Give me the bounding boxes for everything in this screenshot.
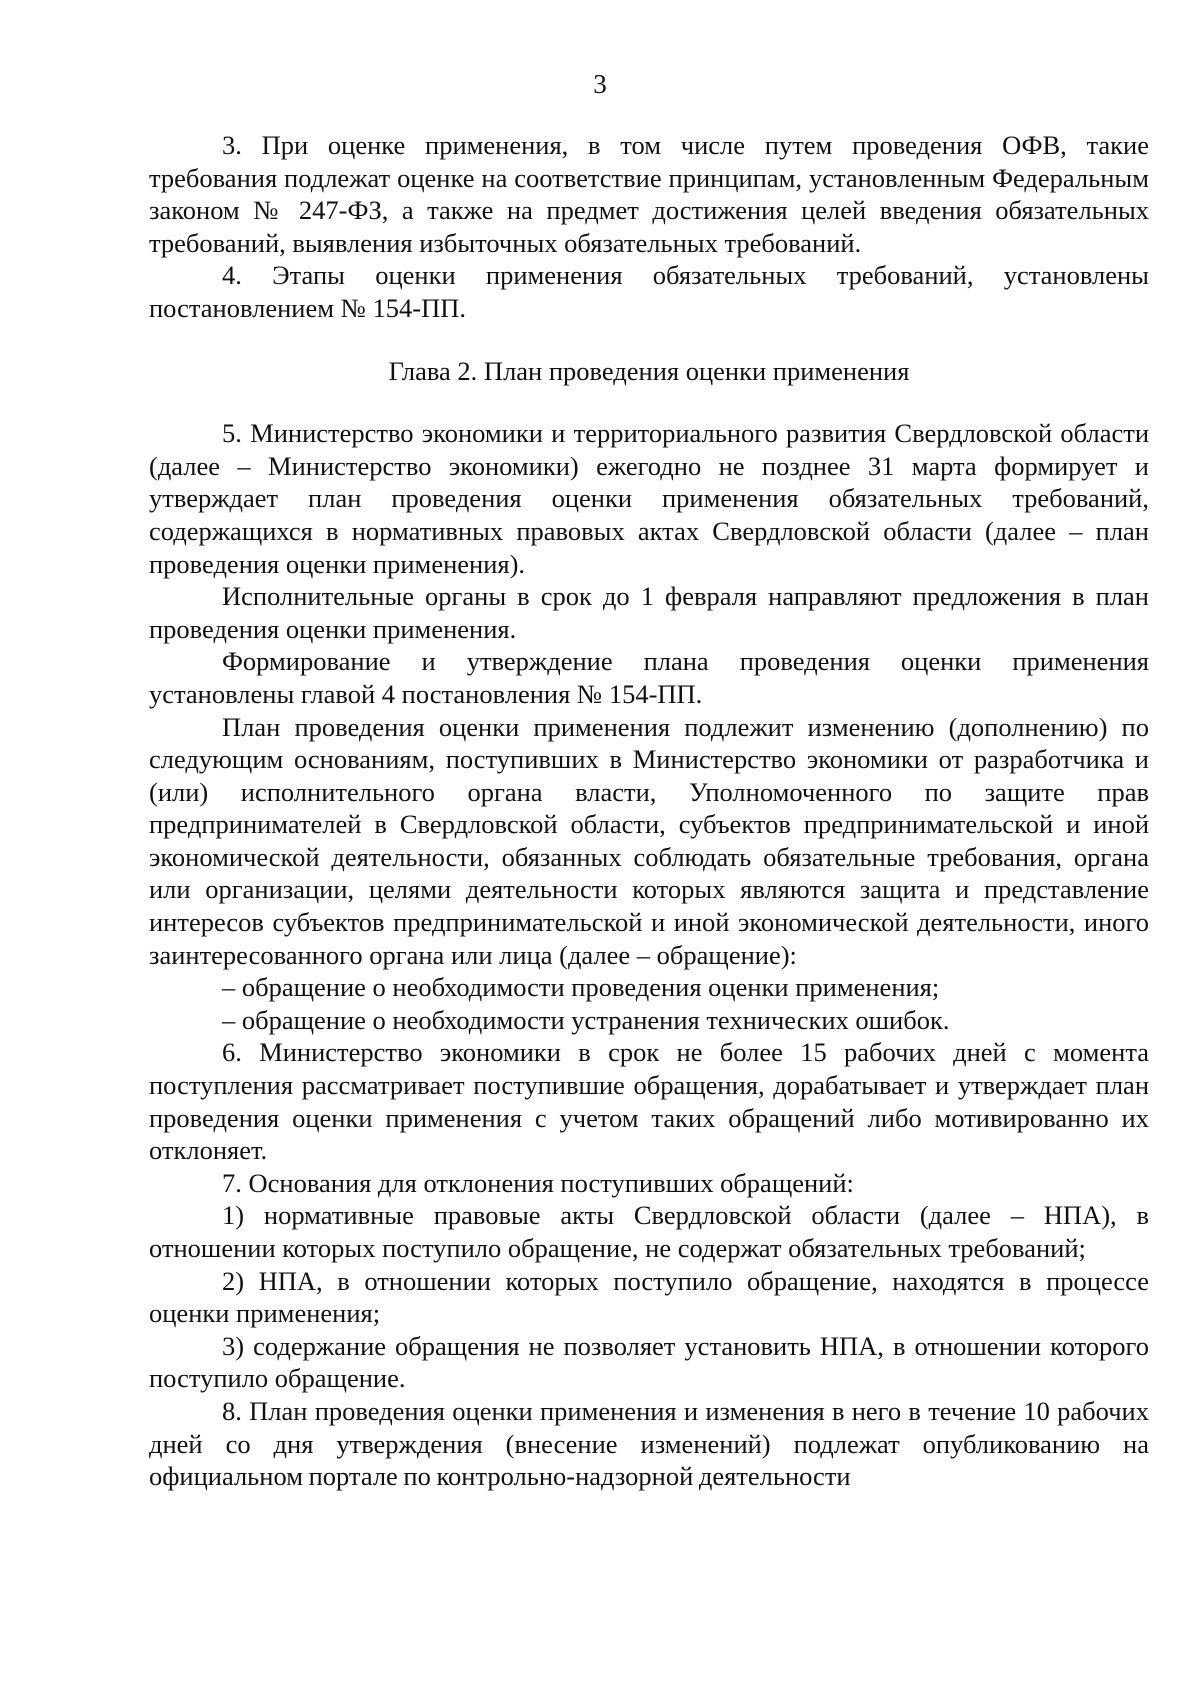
- paragraph-3: 3. При оценке применения, в том числе путем проведения ОФВ, такие требования подлежат оценке на соответствие принципам, установленным Федеральным законом № 247-ФЗ, а также на предмет достижения целей введения обязательных требований, выявления избыточных обязательных требований.: [149, 130, 1149, 258]
- paragraph-8: 8. План проведения оценки применения и изменения в него в течение 10 рабочих дней со дня утверждения (внесение изменений) подлежат опубликованию на официальном портале по контрольно-надзорной деятельности: [149, 1395, 1149, 1492]
- chapter-title: Глава 2. План проведения оценки применения: [388, 355, 910, 386]
- paragraph-7: 7. Основания для отклонения поступивших обращений:: [222, 1167, 854, 1198]
- paragraph-6: 6. Министерство экономики в срок не более 15 рабочих дней с момента поступления рассматривает поступившие обращения, дорабатывает и утверждает план проведения оценки применения с учетом таких обращений либо мотивированно их отклоняет.: [149, 1037, 1149, 1166]
- paragraph-5-formation: Формирование и утверждение плана проведения оценки применения установлены главой 4 постановления № 154-ПП.: [149, 646, 1149, 709]
- paragraph-4: 4. Этапы оценки применения обязательных требований, установлены постановлением № 154-ПП.: [149, 260, 1149, 323]
- list-item-dash-2: – обращение о необходимости устранения технических ошибок.: [222, 1004, 950, 1035]
- list-item-7-2: 2) НПА, в отношении которых поступило обращение, находятся в процессе оценки применения;: [149, 1265, 1149, 1329]
- document-body: [149, 129, 1149, 1493]
- list-item-dash-1: – обращение о необходимости проведения оценки применения;: [222, 972, 940, 1003]
- list-item-7-3: 3) содержание обращения не позволяет установить НПА, в отношении которого поступило обращение.: [149, 1330, 1149, 1394]
- paragraph-5-changes: План проведения оценки применения подлежит изменению (дополнению) по следующим основаниям, поступивших в Министерство экономики от разработчика и (или) исполнительного органа власти, Уполномоченного по защите прав предпринимателей в Свердловской области, субъектов предпринимательской и иной экономической деятельности, обязанных соблюдать обязательные требования, органа или организации, целями деятельности которых являются защита и представление интересов субъектов предпринимательской и иной экономической деятельности, иного заинтересованного органа или лица (далее – обращение):: [149, 711, 1149, 970]
- list-item-7-1: 1) нормативные правовые акты Свердловской области (далее – НПА), в отношении которых поступило обращение, не содержат обязательных требований;: [149, 1200, 1149, 1263]
- paragraph-5: 5. Министерство экономики и территориального развития Свердловской области (далее – Министерство экономики) ежегодно не позднее 31 марта формирует и утверждает план проведения оценки применения обязательных требований, содержащихся в нормативных правовых актах Свердловской области (далее – план проведения оценки применения).: [149, 418, 1149, 579]
- page-number: 3: [593, 69, 607, 99]
- paragraph-5-proposals: Исполнительные органы в срок до 1 февраля направляют предложения в план проведения оценки применения.: [149, 581, 1149, 644]
